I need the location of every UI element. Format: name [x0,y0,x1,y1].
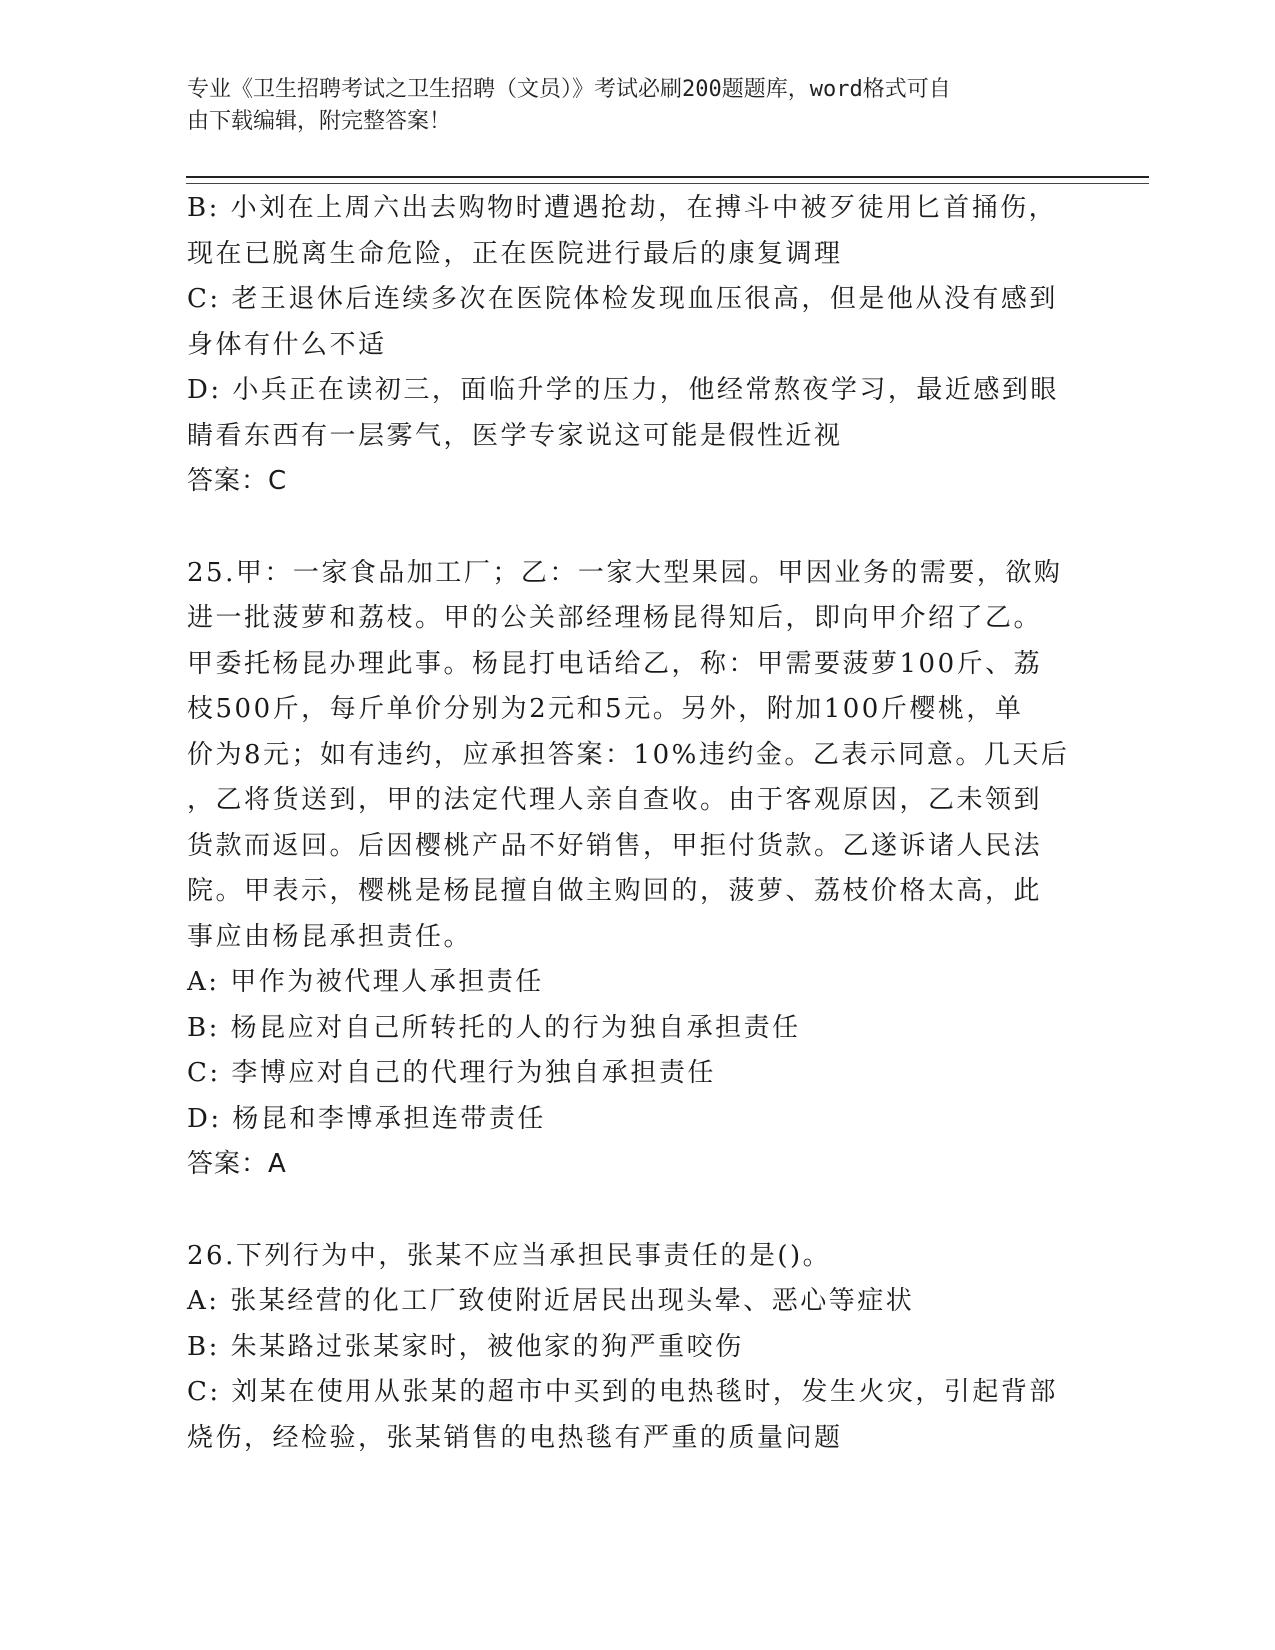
q25-stem-line: 价为8元；如有违约，应承担答案：10%违约金。乙表示同意。几天后 [187,739,1070,770]
q25-stem-line: 甲委托杨昆办理此事。杨昆打电话给乙，称：甲需要菠萝100斤、荔 [187,648,1043,679]
q25-stem-line: 25.甲：一家食品加工厂；乙：一家大型果园。甲因业务的需要，欲购 [187,557,1063,588]
q24-option-d-line-1: D: 小兵正在读初三，面临升学的压力，他经常熬夜学习，最近感到眼 [187,375,1059,405]
q25-option-c: C: 李博应对自己的代理行为独自承担责任 [187,1058,716,1088]
question-25 [187,551,1070,1188]
q24-answer: 答案：C [187,466,288,496]
q26-option-a: A: 张某经营的化工厂致使附近居民出现头晕、恶心等症状 [187,1286,915,1316]
header-title-line-1: 专业《卫生招聘考试之卫生招聘（文员）》考试必刷200题题库，word格式可自 [187,77,951,102]
q24-option-c-line-1: C: 老王退休后连续多次在医院体检发现血压很高，但是他从没有感到 [187,284,1058,314]
q24-option-c-line-2: 身体有什么不适 [187,329,387,360]
question-26 [187,1234,1067,1462]
q25-stem-line: 院。甲表示，樱桃是杨昆擅自做主购回的，菠萝、荔枝价格太高，此 [187,876,1043,906]
page-header [187,74,1067,138]
q26-option-c-line-1: C: 刘某在使用从张某的超市中买到的电热毯时，发生火灾，引起背部 [187,1377,1058,1407]
q25-stem-line: 货款而返回。后因樱桃产品不好销售，甲拒付货款。乙遂诉诸人民法 [187,830,1043,861]
q25-stem-line: ，乙将货送到，甲的法定代理人亲自查收。由于客观原因，乙未领到 [187,785,1043,815]
q25-option-b: B: 杨昆应对自己所转托的人的行为独自承担责任 [187,1012,801,1043]
header-divider-thick [186,176,1149,178]
q25-option-a: A: 甲作为被代理人承担责任 [187,967,544,997]
q26-stem: 26.下列行为中，张某不应当承担民事责任的是()。 [187,1240,832,1271]
q25-answer: 答案：A [187,1149,287,1179]
q24-option-b-line-2: 现在已脱离生命危险，正在医院进行最后的康复调理 [187,238,843,269]
q26-option-c-line-2: 烧伤，经检验，张某销售的电热毯有严重的质量问题 [187,1422,843,1453]
header-title-line-2: 由下载编辑，附完整答案！ [187,109,452,134]
q25-stem-line: 进一批菠萝和荔枝。甲的公关部经理杨昆得知后，即向甲介绍了乙。 [187,603,1043,633]
q24-option-d-line-2: 睛看东西有一层雾气，医学专家说这可能是假性近视 [187,420,843,451]
q26-option-b: B: 朱某路过张某家时，被他家的狗严重咬伤 [187,1331,744,1362]
q25-option-d: D: 杨昆和李博承担连带责任 [187,1103,546,1134]
q24-option-b-line-1: B: 小刘在上周六出去购物时遭遇抢劫，在搏斗中被歹徒用匕首捅伤， [187,193,1058,223]
q25-stem-line: 事应由杨昆承担责任。 [187,921,473,952]
header-divider-thin [186,183,1149,184]
question-24-options [187,186,1067,505]
q25-stem-line: 枝500斤，每斤单价分别为2元和5元。另外，附加100斤樱桃，单 [187,694,1024,724]
question-content [187,186,1070,1461]
